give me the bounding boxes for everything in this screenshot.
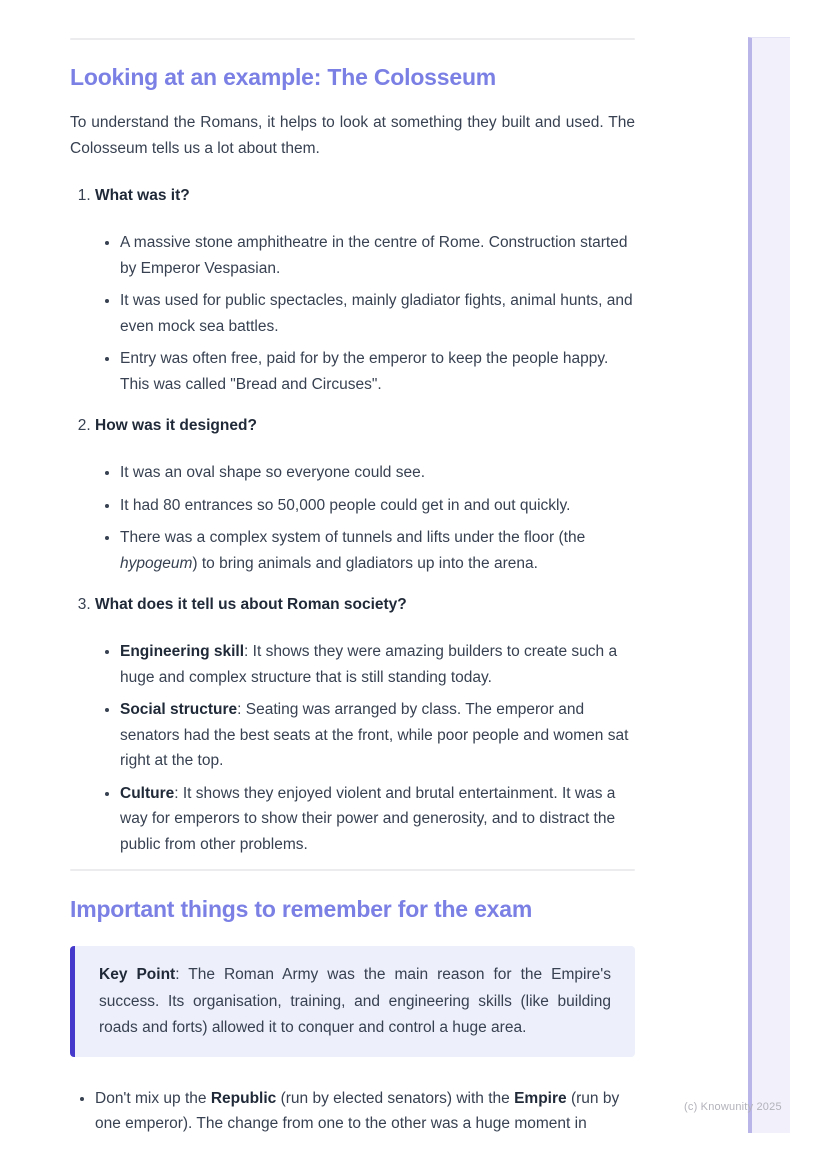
list-item-how-designed [95,413,635,576]
item-heading: What was it? [95,187,190,204]
bullet-list [95,230,635,397]
numbered-list [70,183,635,857]
item-heading: What does it tell us about Roman society? [95,596,407,613]
exam-tips-list [70,1086,635,1137]
divider-middle [70,869,635,871]
section2-title: Important things to remember for the exam [70,896,533,922]
keypoint-callout [70,946,635,1057]
divider-top [70,38,635,40]
bullet-item: • Culture: It shows they enjoyed violent and brutal entertainment. It was a way for emperors to show their power and generosity, and to distract the public from other problems. [120,781,635,858]
bullet-item: • It had 80 entrances so 50,000 people could get in and out quickly. [120,493,635,519]
keypoint-text: Key Point: The Roman Army was the main reason for the Empire's success. Its organisation, training, and engineering skills (like building roads and forts) allowed it to conquer and control a huge area. [99,966,611,1036]
list-item-roman-society [95,592,635,857]
list-item-what-was-it [95,183,635,397]
watermark: (c) Knowunity 2025 [684,1101,782,1113]
bullet-item: • It was used for public spectacles, mainly gladiator fights, animal hunts, and even mock sea battles. [120,288,635,339]
bullet-item: • Social structure: Seating was arranged by class. The emperor and senators had the best seats at the front, while poor people and women sat right at the top. [120,697,635,774]
bullet-item: • There was a complex system of tunnels and lifts under the floor (the hypogeum) to bring animals and gladiators up into the arena. [120,525,635,576]
bullet-item: • A massive stone amphitheatre in the centre of Rome. Construction started by Emperor Vespasian. [120,230,635,281]
section1-title: Looking at an example: The Colosseum [70,64,497,90]
bullet-item: • Don't mix up the Republic (run by elected senators) with the Empire (run by one emperor). The change from one to the other was a huge moment in [95,1086,635,1137]
item-heading: How was it designed? [95,417,257,434]
bullet-item: • It was an oval shape so everyone could see. [120,460,635,486]
intro-paragraph: To understand the Romans, it helps to look at something they built and used. The Colosseum tells us a lot about them. [70,114,635,157]
bullet-item: • Engineering skill: It shows they were amazing builders to create such a huge and complex structure that is still standing today. [120,639,635,690]
bullet-list [95,639,635,857]
bullet-item: • Entry was often free, paid for by the emperor to keep the people happy. This was called "Bread and Circuses". [120,346,635,397]
content-column [70,0,635,1137]
bullet-list [95,460,635,576]
next-page-edge[interactable] [748,37,790,1133]
